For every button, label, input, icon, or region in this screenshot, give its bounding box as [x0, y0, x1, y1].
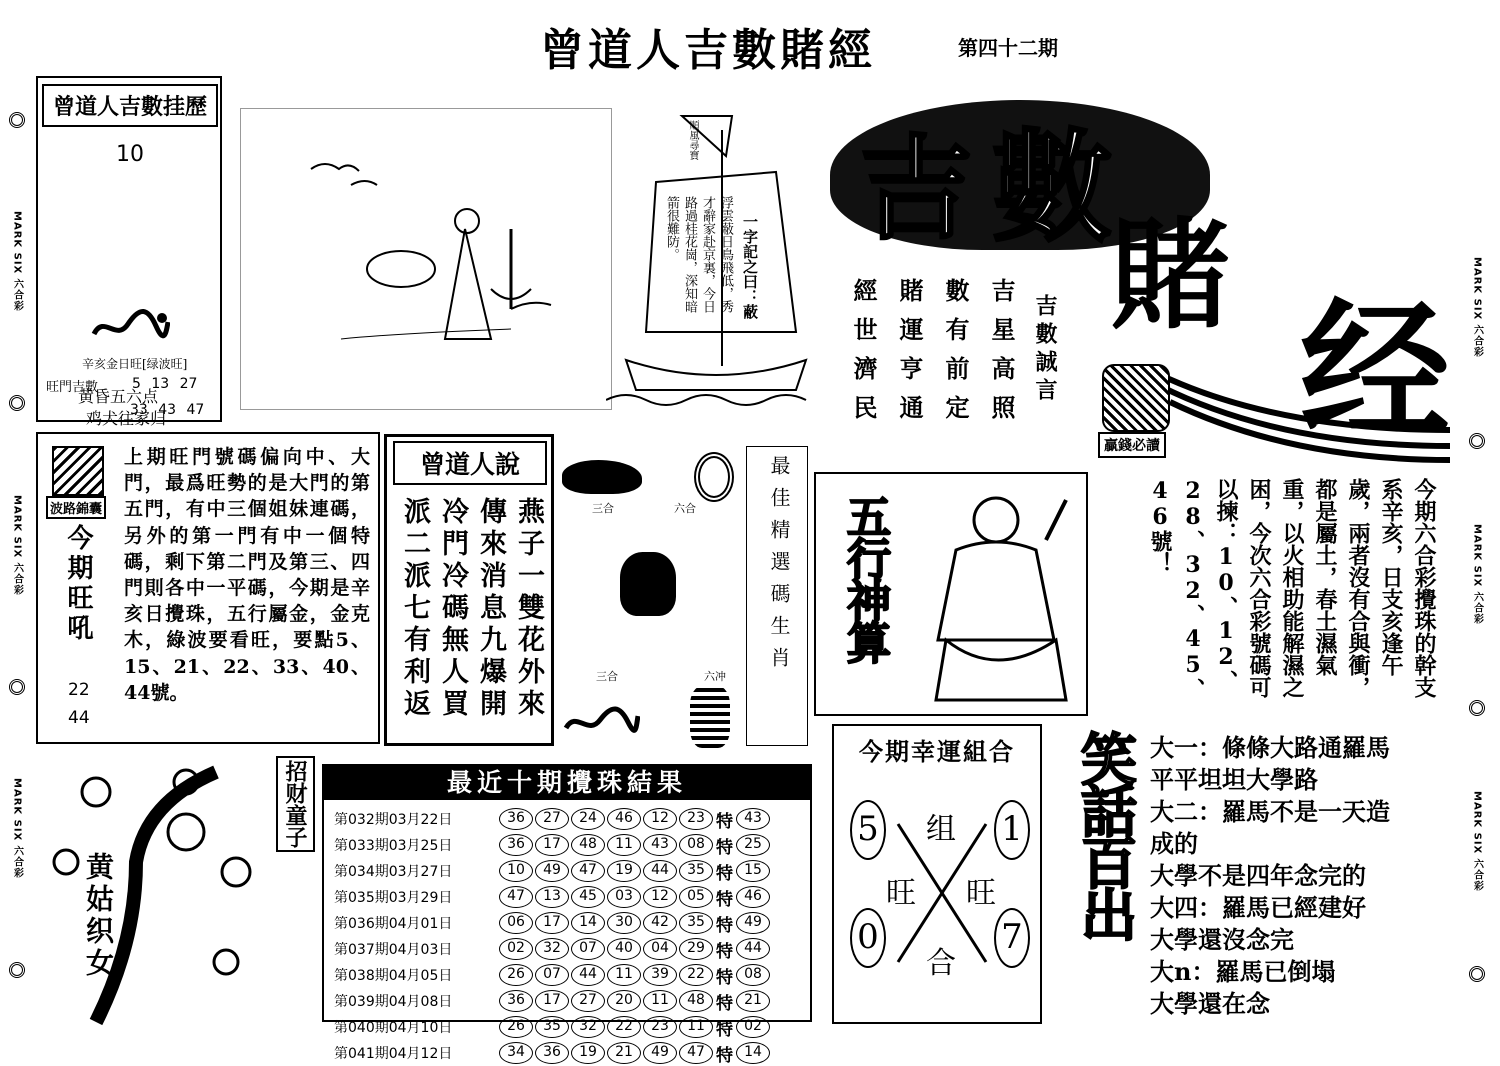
wuxing-box [814, 472, 1088, 716]
result-number: 11 [679, 1016, 713, 1038]
result-row [334, 988, 810, 1014]
special-number: 49 [736, 912, 770, 934]
result-number: 11 [607, 834, 641, 856]
result-number: 42 [643, 912, 677, 934]
bolu-box [36, 432, 380, 744]
calendar-note: 辛亥金日旺[绿波旺] [82, 357, 188, 371]
wuxing-text-box [1090, 470, 1448, 716]
result-row [334, 962, 810, 988]
result-number: 26 [499, 1016, 533, 1038]
dragon-icon [90, 304, 170, 348]
result-number: 17 [535, 912, 569, 934]
side-strip-label: MARK SIX 六合彩 [11, 778, 23, 879]
calendar-poem-1: 黄昏五六点 [78, 387, 159, 406]
issue-number: 第四十二期 [958, 36, 1058, 60]
special-label: 特 [716, 1019, 733, 1040]
side-strip-label: MARK SIX 六合彩 [1471, 790, 1483, 892]
special-number: 21 [736, 990, 770, 1012]
flower-icon [1469, 966, 1485, 982]
monkey-icon [620, 552, 676, 616]
special-label: 特 [716, 1045, 733, 1066]
zeng-box [384, 434, 554, 746]
zodiac-label-1: 三合 [592, 502, 614, 515]
result-number: 44 [643, 860, 677, 882]
tree-drawing [36, 752, 286, 1028]
bolu-side-num-1: 22 [68, 680, 90, 700]
result-row [334, 806, 810, 832]
result-number: 48 [571, 834, 605, 856]
zeng-title: 曾道人說 [393, 441, 547, 485]
special-number: 02 [736, 1016, 770, 1038]
money-bag-icon [1102, 364, 1170, 432]
result-number: 27 [571, 990, 605, 1012]
lucky-box [832, 724, 1042, 1024]
result-number: 49 [643, 1042, 677, 1064]
zeng-column-3: 冷門冷碼無人買 [437, 497, 468, 721]
result-number: 36 [535, 1042, 569, 1064]
sail-heading: 一字記之曰：蔽 [741, 214, 759, 319]
result-period: 第039期04月08日 [334, 994, 453, 1010]
result-number: 43 [643, 834, 677, 856]
lucky-num-2: 1 [994, 800, 1030, 860]
result-period: 第037期04月03日 [334, 942, 453, 958]
result-number: 35 [535, 1016, 569, 1038]
result-number: 08 [679, 834, 713, 856]
result-number: 03 [607, 886, 641, 908]
lucky-center-left: 旺 [886, 876, 916, 911]
special-number: 44 [736, 938, 770, 960]
result-period: 第036期04月01日 [334, 916, 453, 932]
special-label: 特 [716, 993, 733, 1014]
motto-column-4: 經世濟民 [849, 278, 878, 434]
logo-char-1: 吉 [860, 125, 972, 255]
result-number: 30 [607, 912, 641, 934]
flower-icon [9, 679, 25, 695]
result-number: 47 [571, 860, 605, 882]
side-strip-label: MARK SIX 六合彩 [11, 211, 23, 312]
result-number: 21 [607, 1042, 641, 1064]
joke-line: 大四：羅馬已經建好 [1150, 893, 1366, 922]
result-period: 第033期03月25日 [334, 838, 453, 854]
result-number: 05 [679, 886, 713, 908]
result-period: 第040期04月10日 [334, 1020, 453, 1036]
special-label: 特 [716, 863, 733, 884]
flower-icon [1469, 433, 1485, 449]
bolu-side-num-2: 44 [68, 708, 90, 728]
zodiac-label-4: 六冲 [704, 670, 726, 683]
huanggu-tag: 招财童子 [276, 756, 315, 852]
result-row [334, 936, 810, 962]
result-period: 第032期03月22日 [334, 812, 453, 828]
deity-illustration [916, 480, 1086, 710]
result-number: 19 [571, 1042, 605, 1064]
zeng-column-2: 傳來消息九爆開 [475, 497, 506, 721]
side-strip-label: MARK SIX 六合彩 [1471, 524, 1483, 625]
result-number: 27 [535, 808, 569, 830]
result-number: 02 [499, 938, 533, 960]
result-number: 12 [643, 808, 677, 830]
result-row [334, 1014, 810, 1040]
lucky-num-4: 7 [994, 908, 1030, 968]
motto-column-3: 賭運亨通 [895, 278, 924, 434]
scholar-drawing [241, 109, 611, 409]
joke-title: 笑話百出 [1072, 730, 1137, 938]
zodiac-label-2: 六合 [674, 502, 696, 515]
result-number: 48 [679, 990, 713, 1012]
joke-line: 大學還沒念完 [1150, 925, 1294, 954]
joke-line: 大學不是四年念完的 [1150, 861, 1366, 890]
joke-line: 大二：羅馬不是一天造 [1150, 797, 1390, 826]
results-title: 最近十期攪珠結果 [324, 766, 810, 800]
zeng-column-4: 派二派七有利返 [399, 497, 430, 721]
special-label: 特 [716, 967, 733, 988]
result-number: 22 [679, 964, 713, 986]
side-strip-label: MARK SIX 六合彩 [1471, 257, 1483, 359]
special-label: 特 [716, 811, 733, 832]
lucky-numbers-label: 旺門吉數 [46, 380, 99, 395]
result-number: 39 [643, 964, 677, 986]
special-number: 46 [736, 886, 770, 908]
result-number: 47 [679, 1042, 713, 1064]
result-number: 23 [679, 808, 713, 830]
page-title: 曾道人吉數賭經 [540, 25, 876, 76]
calendar-day: 10 [116, 142, 144, 167]
result-number: 17 [535, 990, 569, 1012]
result-number: 20 [607, 990, 641, 1012]
tiger-icon [690, 686, 730, 748]
result-number: 11 [607, 964, 641, 986]
result-number: 19 [607, 860, 641, 882]
lucky-num-3: 0 [850, 908, 886, 968]
motto-column-2: 數有前定 [941, 278, 970, 434]
lucky-center-top: 组 [926, 812, 956, 847]
sail-poem: 浮雲蔽日鳥飛低，秀才辭家赴京裏，今日路過桂花崗，深知暗箭很難防。 [664, 196, 733, 313]
result-number: 44 [571, 964, 605, 986]
lucky-numbers-1: 5 13 27 [132, 376, 198, 392]
special-label: 特 [716, 915, 733, 936]
rat-icon [562, 460, 642, 494]
result-number: 35 [679, 860, 713, 882]
special-number: 25 [736, 834, 770, 856]
result-number: 32 [571, 1016, 605, 1038]
result-row [334, 910, 810, 936]
flower-icon [9, 395, 25, 411]
logo-char-3: 賭 [1110, 207, 1230, 346]
flower-icon [9, 962, 25, 978]
result-number: 36 [499, 834, 533, 856]
zodiac-side-box [746, 446, 808, 746]
special-number: 43 [736, 808, 770, 830]
result-number: 35 [679, 912, 713, 934]
logo-badge: 贏錢必讀 [1098, 432, 1166, 458]
lucky-center-bottom: 合 [926, 946, 956, 981]
bolu-badge-icon [52, 446, 104, 496]
flower-icon [9, 112, 25, 128]
results-box [322, 764, 812, 1066]
motto-title: 吉數誠言 [1032, 294, 1058, 406]
joke-line: 大n：羅馬已倒塌 [1150, 957, 1336, 986]
result-number: 36 [499, 808, 533, 830]
lucky-num-1: 5 [850, 800, 886, 860]
result-period: 第035期03月29日 [334, 890, 453, 906]
wuxing-title: 五行神算 [839, 494, 890, 662]
result-number: 13 [535, 886, 569, 908]
result-number: 49 [535, 860, 569, 882]
bolu-text: 上期旺門號碼偏向中、大門，最爲旺勢的是大門的第五門，有中三個姐妹連碼，另外的第一門有中一個特碼，剩下第二門及第三、四門則各中一平碼，今期是辛亥日攪珠，五行屬金，金克木，綠波要看旺，要點5、15、21、22、33、40、44號。 [124, 446, 370, 704]
calendar-poem-2: 鸡犬往家归 [86, 409, 167, 428]
flower-icon [1469, 700, 1485, 716]
result-number: 11 [643, 990, 677, 1012]
joke-line: 大一：條條大路通羅馬 [1150, 733, 1390, 762]
sail-flag-text: 順風尋寶 [687, 120, 698, 160]
huanggu-illustration [36, 752, 286, 1028]
joke-line: 平平坦坦大學路 [1150, 765, 1318, 794]
special-label: 特 [716, 889, 733, 910]
bolu-badge-label: 波路錦囊 [46, 496, 106, 519]
results-list [334, 806, 810, 1066]
result-number: 22 [607, 1016, 641, 1038]
result-number: 47 [499, 886, 533, 908]
logo-swoosh [1150, 360, 1460, 470]
result-number: 24 [571, 808, 605, 830]
zodiac-label-3: 三合 [596, 670, 618, 683]
right-side-strip [1464, 220, 1490, 1020]
result-number: 07 [571, 938, 605, 960]
result-number: 17 [535, 834, 569, 856]
result-number: 04 [643, 938, 677, 960]
result-number: 10 [499, 860, 533, 882]
result-number: 12 [643, 886, 677, 908]
result-number: 36 [499, 990, 533, 1012]
result-number: 32 [535, 938, 569, 960]
result-row [334, 832, 810, 858]
zeng-column-1: 燕子一雙花外來 [513, 497, 544, 721]
lucky-center-right: 旺 [966, 876, 996, 911]
result-period: 第041期04月12日 [334, 1046, 453, 1062]
bolu-side-title: 今期旺吼 [63, 524, 93, 644]
special-label: 特 [716, 941, 733, 962]
huanggu-title: 黄姑织女 [82, 852, 115, 980]
result-number: 23 [643, 1016, 677, 1038]
result-row [334, 858, 810, 884]
result-number: 45 [571, 886, 605, 908]
result-period: 第034期03月27日 [334, 864, 453, 880]
result-row [334, 884, 810, 910]
lucky-title: 今期幸運組合 [859, 737, 1015, 766]
logo-char-4: 经 [1300, 285, 1451, 459]
result-number: 40 [607, 938, 641, 960]
joke-text [1150, 732, 1450, 1020]
result-number: 07 [535, 964, 569, 986]
zodiac-side-text: 最佳精選碼生肖 [767, 455, 791, 679]
result-number: 34 [499, 1042, 533, 1064]
result-row [334, 1040, 810, 1066]
logo-char-2: 數 [992, 119, 1112, 258]
result-number: 06 [499, 912, 533, 934]
calendar-title: 曾道人吉數挂歷 [42, 84, 218, 127]
left-side-strip [4, 70, 30, 1020]
result-number: 26 [499, 964, 533, 986]
joke-line: 成的 [1150, 829, 1198, 858]
motto-column-1: 吉星高照 [987, 278, 1016, 434]
result-number: 14 [571, 912, 605, 934]
dragon-zodiac-icon [562, 702, 640, 742]
special-number: 15 [736, 860, 770, 882]
lucky-numbers-2: 33 43 47 [130, 402, 205, 418]
side-strip-label: MARK SIX 六合彩 [11, 494, 23, 596]
special-number: 08 [736, 964, 770, 986]
result-period: 第038期04月05日 [334, 968, 453, 984]
special-number: 14 [736, 1042, 770, 1064]
wuxing-text: 今期六合彩攪珠的幹支系辛亥，日支亥逢午歲，兩者沒有合與衝，都是屬土，春土濕氣重，以火相助能解濕之困，今次六合彩號碼可以揀：10、12、28、32、45、46號！ [1147, 478, 1437, 700]
special-label: 特 [716, 837, 733, 858]
scholar-illustration [240, 108, 612, 410]
joke-line: 大學還在念 [1150, 989, 1270, 1018]
snake-icon [694, 452, 734, 502]
result-number: 46 [607, 808, 641, 830]
result-number: 29 [679, 938, 713, 960]
